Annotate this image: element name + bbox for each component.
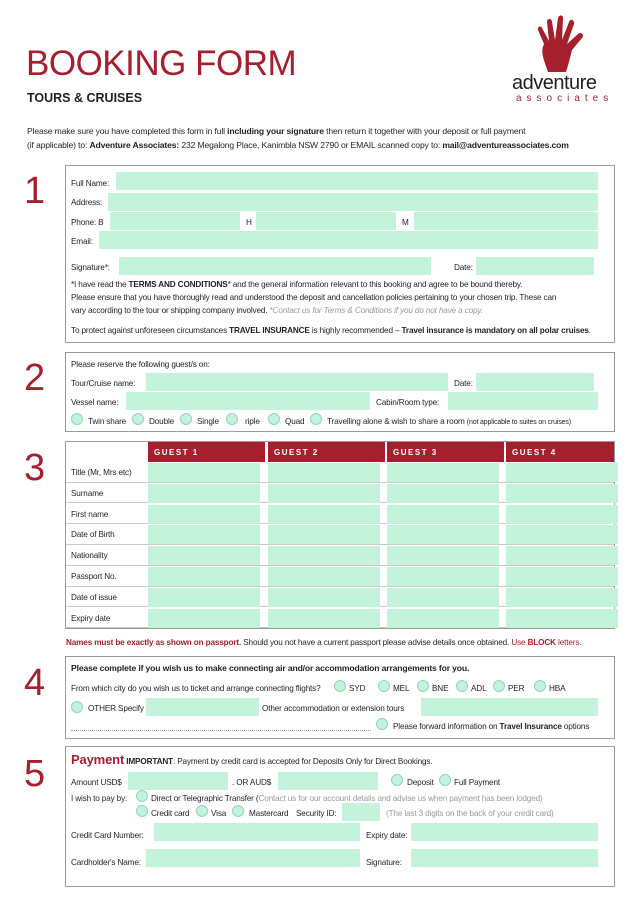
guest-4-cell[interactable] bbox=[506, 525, 618, 544]
guest-1-cell[interactable] bbox=[148, 567, 260, 586]
city-radio-hba[interactable] bbox=[534, 680, 546, 692]
address-field[interactable] bbox=[108, 193, 598, 211]
terms-text: *I have read the TERMS AND CONDITIONS* and the general information relevant to this booking and agree to be bound thereby. bbox=[71, 280, 523, 289]
row-label: Surname bbox=[71, 488, 104, 498]
guest-4-cell[interactable] bbox=[506, 546, 618, 565]
city-label: HBA bbox=[549, 684, 566, 693]
security-id-field[interactable] bbox=[342, 803, 380, 821]
guest-4-cell[interactable] bbox=[506, 484, 618, 503]
logo-wordmark: adventure bbox=[512, 72, 597, 94]
city-label: MEL bbox=[393, 684, 410, 693]
direct-transfer-radio[interactable] bbox=[136, 790, 148, 802]
guest-3-cell[interactable] bbox=[387, 463, 499, 482]
city-radio-mel[interactable] bbox=[378, 680, 390, 692]
other-city-field[interactable] bbox=[146, 698, 259, 716]
guest-table bbox=[65, 441, 615, 629]
vessel-name-field[interactable] bbox=[126, 392, 370, 410]
date-field[interactable] bbox=[476, 257, 594, 275]
city-label: ADL bbox=[471, 684, 487, 693]
cardholder-name-field[interactable] bbox=[146, 849, 360, 867]
guest-3-cell[interactable] bbox=[387, 484, 499, 503]
guest-3-cell[interactable] bbox=[387, 546, 499, 565]
city-label: PER bbox=[508, 684, 525, 693]
signature-field[interactable] bbox=[119, 257, 431, 275]
guest-2-cell[interactable] bbox=[268, 609, 380, 628]
mastercard-radio[interactable] bbox=[232, 805, 244, 817]
guest-1-header: GUEST 1 bbox=[148, 442, 265, 462]
other-accommodation-field[interactable] bbox=[421, 698, 598, 716]
row-label: Passport No. bbox=[71, 572, 117, 581]
full-name-field[interactable] bbox=[116, 172, 598, 190]
section-1-number: 1 bbox=[24, 170, 45, 212]
guest-1-cell[interactable] bbox=[148, 546, 260, 565]
cabin-type-field[interactable] bbox=[448, 392, 598, 410]
row-label: Date of issue bbox=[71, 592, 117, 602]
guest-1-cell[interactable] bbox=[148, 463, 260, 482]
guest-3-header: GUEST 3 bbox=[387, 442, 504, 462]
guest-4-cell[interactable] bbox=[506, 463, 618, 482]
section-5-box: Payment IMPORTANT: Payment by credit card is accepted for Deposits Only for Direct Bookings. Amount USD$ . OR AUD$ Deposit Full Payment I wish to pay by: Direct or Telegraphic Transfer (Contact us for our account details and advise us when payment has been lodged) Credit card Visa Mastercard Security ID: (The last 3 digits on the back of your credit card) Credit Card Number: Expiry date: Cardholder's Name: Signature: bbox=[65, 746, 615, 887]
page-title: BOOKING FORM bbox=[26, 44, 297, 83]
page-subtitle: TOURS & CRUISES bbox=[27, 91, 143, 105]
guest-3-cell[interactable] bbox=[387, 525, 499, 544]
row-label: Nationality bbox=[71, 551, 108, 561]
city-radio-per[interactable] bbox=[493, 680, 505, 692]
amount-aud-field[interactable] bbox=[278, 772, 378, 790]
credit-card-radio[interactable] bbox=[136, 805, 148, 817]
section-1-box: Full Name: Address: Phone: B H M Email: Signature*: Date: *I have read the TERMS AND CONDITIONS* and the general information relevant to this booking and agree to be bound thereby. Please ensure that you have thoroughly read and understood the deposit and cancellation policies pertaining to your chosen trip. These can vary according to the tour or shipping company involved. *Contact us for Terms & Conditions if you do not have a copy. To protect against unforeseen circumstances TRAVEL INSURANCE is highly recommended – Travel insurance is mandatory on all polar cruises. bbox=[65, 165, 615, 343]
section-5-number: 5 bbox=[24, 753, 45, 795]
guest-2-header: GUEST 2 bbox=[268, 442, 385, 462]
expiry-date-field[interactable] bbox=[411, 823, 598, 841]
city-radio-adl[interactable] bbox=[456, 680, 468, 692]
phone-h-field[interactable] bbox=[256, 212, 396, 230]
triple-radio[interactable] bbox=[226, 413, 238, 425]
row-label: First name bbox=[71, 509, 109, 519]
city-label: SYD bbox=[349, 684, 366, 693]
guest-3-cell[interactable] bbox=[387, 609, 499, 628]
section-3-number: 3 bbox=[24, 447, 45, 489]
guest-4-cell[interactable] bbox=[506, 609, 618, 628]
insurance-info-radio[interactable] bbox=[376, 718, 388, 730]
guest-1-cell[interactable] bbox=[148, 525, 260, 544]
guest-2-cell[interactable] bbox=[268, 525, 380, 544]
guest-2-cell[interactable] bbox=[268, 463, 380, 482]
tour-name-field[interactable] bbox=[146, 373, 448, 391]
city-radio-syd[interactable] bbox=[334, 680, 346, 692]
guest-1-cell[interactable] bbox=[148, 505, 260, 524]
passport-note: Names must be exactly as shown on passport. Should you not have a current passport please advise details once obtained. Use BLOCK letters. bbox=[66, 638, 582, 647]
guest-2-cell[interactable] bbox=[268, 546, 380, 565]
section-4-box: Please complete if you wish us to make connecting air and/or accommodation arrangements for you. From which city do you wish us to ticket and arrange connecting flights? SYD MEL BNE ADL PER HBA OTHER Specify Other accommodation or extension tours Please forward information on Travel Insurance options bbox=[65, 656, 615, 739]
guest-1-cell[interactable] bbox=[148, 588, 260, 607]
card-number-field[interactable] bbox=[154, 823, 360, 841]
tour-date-field[interactable] bbox=[476, 373, 594, 391]
city-label: BNE bbox=[432, 684, 449, 693]
visa-radio[interactable] bbox=[196, 805, 208, 817]
single-radio[interactable] bbox=[180, 413, 192, 425]
guest-4-header: GUEST 4 bbox=[506, 442, 614, 462]
row-label: Title (Mr, Mrs etc) bbox=[71, 468, 132, 477]
payment-signature-field[interactable] bbox=[411, 849, 598, 867]
guest-4-cell[interactable] bbox=[506, 588, 618, 607]
city-radio-bne[interactable] bbox=[417, 680, 429, 692]
travelling-alone-radio[interactable] bbox=[310, 413, 322, 425]
double-radio[interactable] bbox=[132, 413, 144, 425]
guest-3-cell[interactable] bbox=[387, 505, 499, 524]
guest-1-cell[interactable] bbox=[148, 609, 260, 628]
section-2-number: 2 bbox=[24, 357, 45, 399]
amount-usd-field[interactable] bbox=[128, 772, 228, 790]
twin-share-radio[interactable] bbox=[71, 413, 83, 425]
guest-4-cell[interactable] bbox=[506, 505, 618, 524]
email-field[interactable] bbox=[99, 231, 598, 249]
row-label: Expiry date bbox=[71, 613, 111, 623]
other-city-radio[interactable] bbox=[71, 701, 83, 713]
guest-2-cell[interactable] bbox=[268, 484, 380, 503]
section-4-number: 4 bbox=[24, 662, 45, 704]
guest-2-cell[interactable] bbox=[268, 567, 380, 586]
insurance-text: To protect against unforeseen circumstances TRAVEL INSURANCE is highly recommended – Travel insurance is mandatory on all polar cruises. bbox=[71, 326, 591, 335]
guest-2-cell[interactable] bbox=[268, 505, 380, 524]
quad-radio[interactable] bbox=[268, 413, 280, 425]
row-label: Date of Birth bbox=[71, 530, 115, 540]
intro-text: Please make sure you have completed this form in full including your signature then return it together with your deposit or full payment (if applicable) to: Adventure Associates: 232 Megalong Place, Kanimbla NSW 2790 or EMAIL scanned copy to: mail@adventureassociates.com bbox=[27, 126, 569, 150]
deposit-radio[interactable] bbox=[391, 774, 403, 786]
guest-2-cell[interactable] bbox=[268, 588, 380, 607]
guest-1-cell[interactable] bbox=[148, 484, 260, 503]
guest-4-cell[interactable] bbox=[506, 567, 618, 586]
full-payment-radio[interactable] bbox=[439, 774, 451, 786]
section-2-box: Please reserve the following guest/s on: Tour/Cruise name: Date: Vessel name: Cabin/Room type: Twin share Double Single riple Quad Travelling alone & wish to share a room (not applicable to suites on cruises) bbox=[65, 352, 615, 432]
hand-print-icon bbox=[534, 14, 590, 74]
logo-subword: associates bbox=[516, 93, 614, 104]
guest-3-cell[interactable] bbox=[387, 588, 499, 607]
phone-m-field[interactable] bbox=[414, 212, 598, 230]
phone-b-field[interactable] bbox=[110, 212, 240, 230]
guest-3-cell[interactable] bbox=[387, 567, 499, 586]
